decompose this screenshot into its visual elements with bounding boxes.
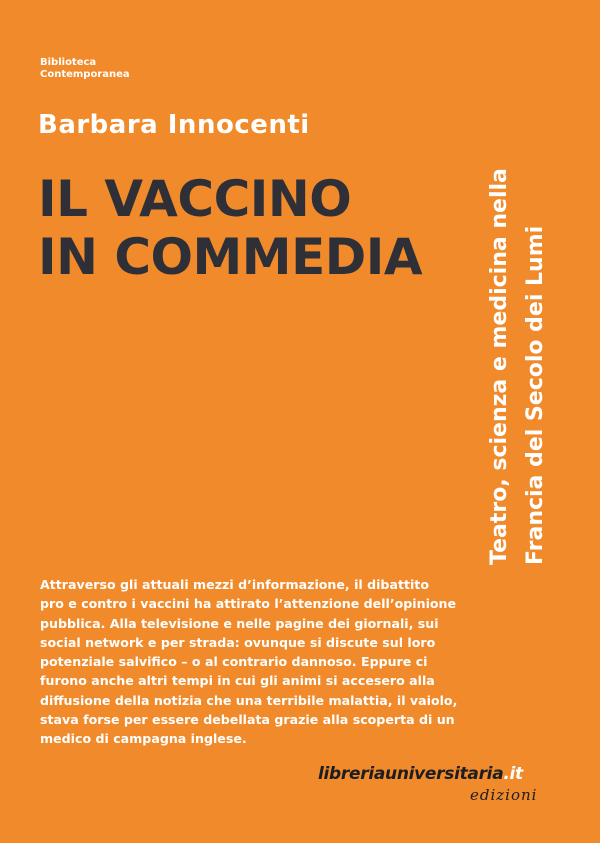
blurb-line: potenziale salvifico – o al contrario dannoso. Eppure ci — [40, 654, 428, 670]
book-subtitle — [470, 150, 570, 565]
blurb-line: stava forse per essere debellata grazie alla scoperta di un — [40, 712, 455, 728]
back-blurb — [40, 575, 570, 749]
blurb-line: furono anche altri tempi in cui gli animi si accesero alla — [40, 673, 435, 689]
publisher-imprint: edizioni — [470, 786, 538, 804]
blurb-line: social network e per strada: ovunque si discute sul loro — [40, 634, 436, 650]
title-line: IL VACCINO — [38, 170, 352, 228]
author-name: Barbara Innocenti — [38, 110, 310, 140]
publisher-name: libreriauniversitaria — [318, 764, 504, 784]
blurb-line: diffusione della notizia che una terribile malattia, il vaiolo, — [40, 692, 458, 708]
series-line: Biblioteca — [40, 57, 97, 68]
book-title — [38, 170, 422, 286]
blurb-line: pro e contro i vaccini ha attirato l’attenzione dell’opinione — [40, 596, 457, 612]
subtitle-line: Francia del Secolo dei Lumi — [523, 225, 548, 565]
subtitle-line: Teatro, scienza e medicina nella — [487, 168, 512, 565]
subtitle-container — [470, 150, 570, 565]
blurb-line: pubblica. Alla televisione e nelle pagine dei giornali, sui — [40, 615, 439, 631]
blurb-line: medico di campagna inglese. — [40, 731, 247, 747]
publisher-tld: .it — [503, 764, 523, 784]
series-name — [40, 57, 130, 81]
blurb-line: Attraverso gli attuali mezzi d’informazione, il dibattito — [40, 577, 429, 592]
publisher-logo — [318, 764, 523, 784]
series-line: Contemporanea — [40, 69, 130, 80]
title-line: IN COMMEDIA — [38, 228, 423, 286]
